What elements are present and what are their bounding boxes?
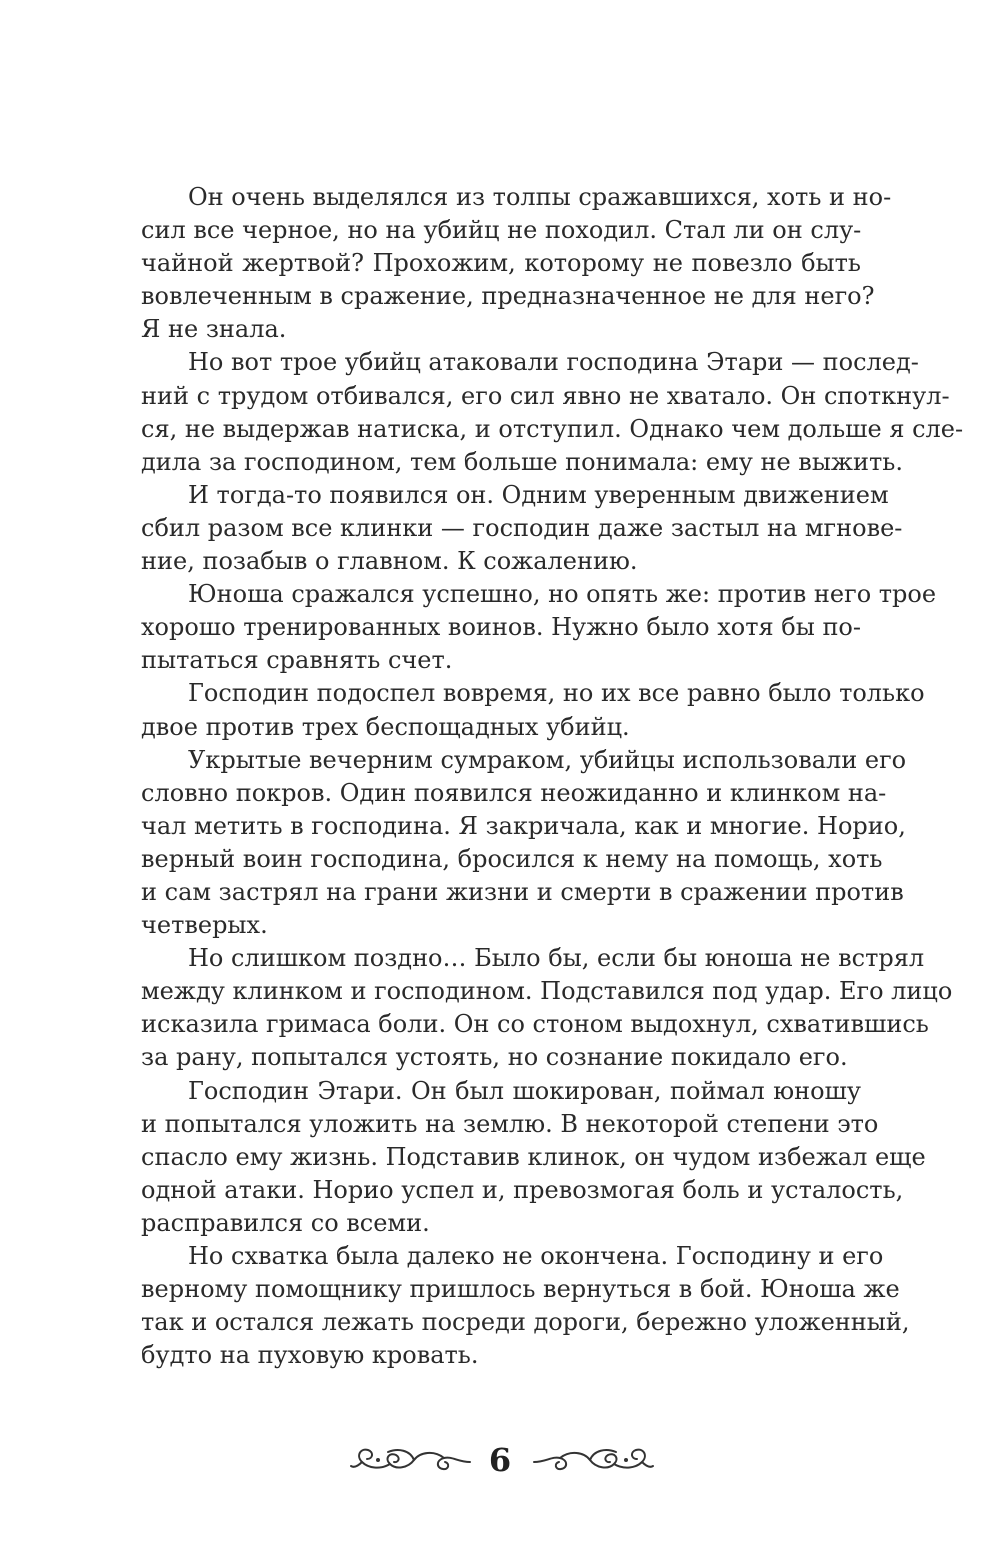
text-line: Но слишком поздно… Было бы, если бы юноша не встрял (188, 944, 925, 973)
text-line: между клинком и господином. Подставился под удар. Его лицо (141, 977, 953, 1006)
text-line: хорошо тренированных воинов. Нужно было хотя бы по- (141, 613, 861, 642)
text-line: сил все черное, но на убийц не походил. Стал ли он слу- (141, 216, 862, 245)
text-line: Но вот трое убийц атаковали господина Этари — послед- (188, 348, 919, 377)
text-line: будто на пуховую кровать. (141, 1341, 479, 1370)
paragraph (141, 578, 937, 677)
text-line: расправился со всеми. (141, 1208, 430, 1237)
paragraph (141, 1240, 910, 1372)
text-line: исказила гримаса боли. Он со стоном выдохнул, схватившись (141, 1010, 929, 1039)
paragraph (141, 744, 907, 943)
text-line: Юноша сражался успешно, но опять же: против него трое (188, 580, 937, 609)
paragraph (141, 346, 964, 478)
text-line: ние, позабыв о главном. К сожалению. (141, 547, 638, 576)
text-line: верный воин господина, бросился к нему на помощь, хоть (141, 844, 883, 873)
text-line: чайной жертвой? Прохожим, которому не повезло быть (141, 249, 861, 278)
paragraph (141, 1075, 926, 1240)
flourish-left-icon (348, 1440, 474, 1480)
page-number: 6 (488, 1441, 512, 1479)
paragraph (141, 677, 925, 743)
text-line: Он очень выделялся из толпы сражавшихся, хоть и но- (188, 183, 892, 211)
text-line: И тогда-то появился он. Одним уверенным движением (188, 480, 889, 509)
text-line: Господин подоспел вовремя, но их все равно было только (188, 679, 925, 708)
text-line: и сам застрял на грани жизни и смерти в сражении против (141, 877, 904, 906)
text-line: ся, не выдержав натиска, и отступил. Однако чем дольше я сле- (141, 414, 964, 443)
text-line: за рану, попытался устоять, но сознание покидало его. (141, 1043, 848, 1072)
text-line: пытаться сравнять счет. (141, 646, 453, 675)
text-line: Я не знала. (141, 315, 287, 344)
flourish-right-icon (530, 1440, 656, 1480)
body-text (141, 181, 964, 1372)
text-line: сбил разом все клинки — господин даже застыл на мгнове- (141, 513, 903, 542)
paragraph (141, 942, 953, 1074)
text-line: так и остался лежать посреди дороги, бережно уложенный, (141, 1308, 910, 1337)
text-line: верному помощнику пришлось вернуться в бой. Юноша же (141, 1275, 900, 1304)
text-line: одной атаки. Норио успел и, превозмогая боль и усталость, (141, 1175, 904, 1204)
text-line: спасло ему жизнь. Подставив клинок, он чудом избежал еще (141, 1142, 926, 1171)
text-line: вовлеченным в сражение, предназначенное не для него? (141, 282, 875, 311)
text-line: чал метить в господина. Я закричала, как и многие. Норио, (141, 811, 906, 840)
text-line: четверых. (141, 911, 268, 940)
text-line: Укрытые вечерним сумраком, убийцы использовали его (188, 745, 907, 774)
text-line: двое против трех беспощадных убийц. (141, 712, 630, 741)
page-footer (0, 1438, 1000, 1488)
text-line: дила за господином, тем больше понимала: ему не выжить. (141, 447, 903, 476)
text-line: ний с трудом отбивался, его сил явно не хватало. Он споткнул- (141, 381, 950, 410)
text-line: словно покров. Один появился неожиданно и клинком на- (141, 778, 887, 807)
text-line: Господин Этари. Он был шокирован, поймал юношу (188, 1076, 861, 1105)
text-line: и попытался уложить на землю. В некоторой степени это (141, 1109, 879, 1138)
text-line: Но схватка была далеко не окончена. Господину и его (188, 1242, 884, 1270)
paragraph (141, 479, 903, 578)
paragraph (141, 181, 892, 346)
